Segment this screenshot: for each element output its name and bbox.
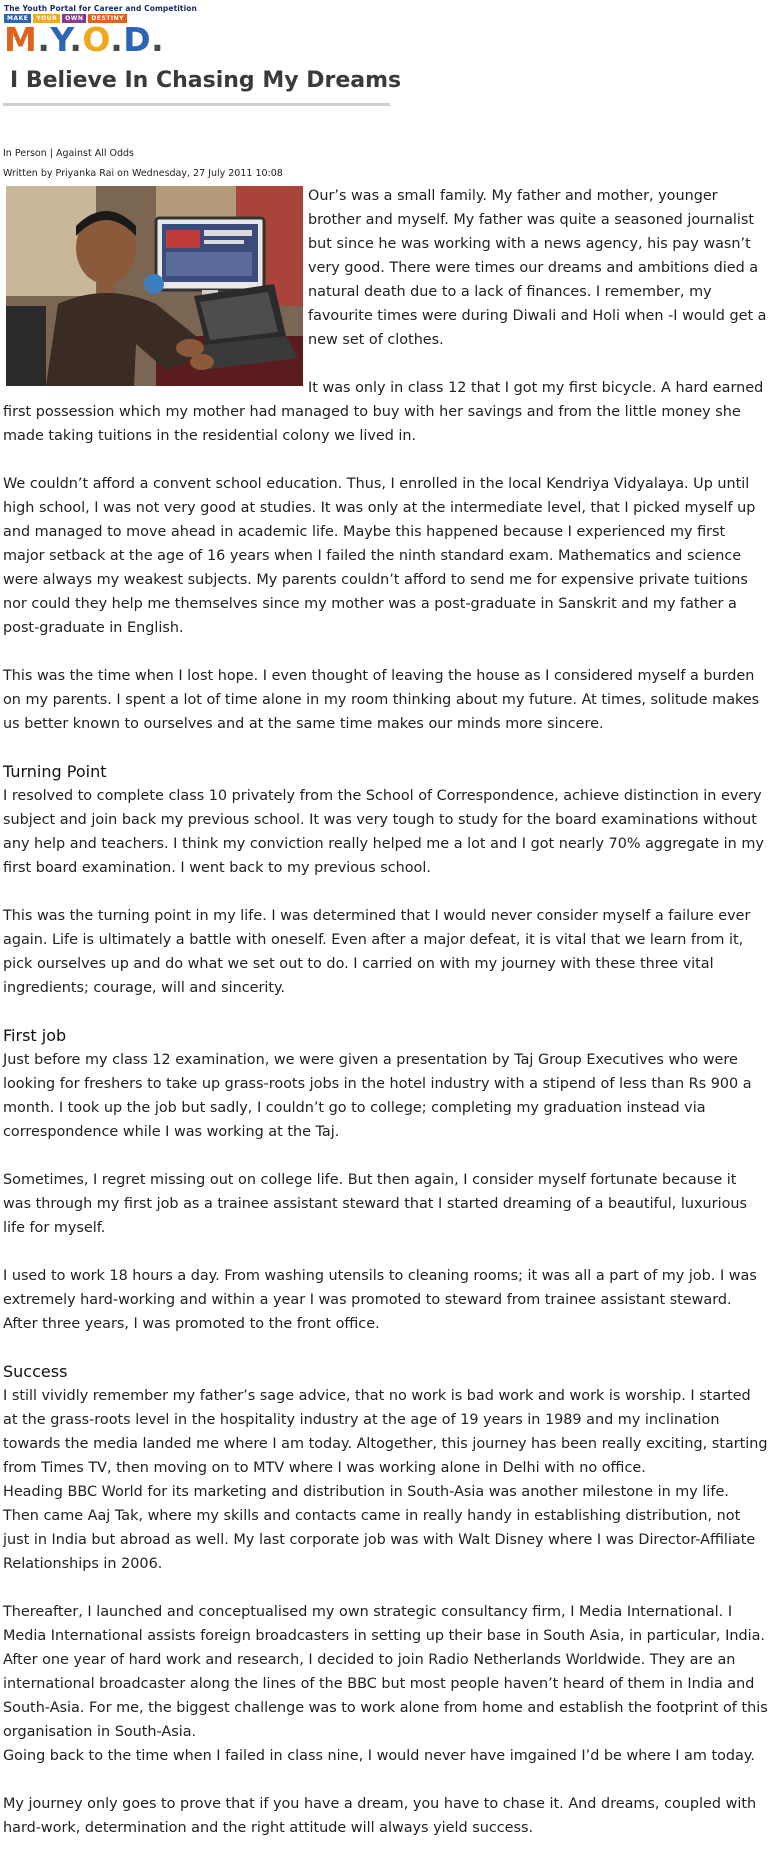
logo-letter-y: Y xyxy=(50,20,70,59)
logo-letter-m: M xyxy=(4,20,38,59)
title-underline xyxy=(3,103,390,106)
section-paragraph: My journey only goes to prove that if you have a dream, you have to chase it. And dreams, coupled with hard-work, determination and the right attitude will always yield success. xyxy=(3,1796,757,1836)
article-category[interactable]: In Person | Against All Odds xyxy=(3,148,134,159)
intro-paragraph: This was the time when I lost hope. I even thought of leaving the house as I considered myself a burden on my parents. I spent a lot of time alone in my room thinking about my future. At times, solitude makes us better known to ourselves and at the same time makes our minds more sincere. xyxy=(3,668,760,732)
logo-letter-d: D xyxy=(123,20,152,59)
intro-paragraph: We couldn’t afford a convent school education. Thus, I enrolled in the local Kendriya Vidyalaya. Up until high school, I was not very good at studies. It was only at the intermediate level, that I picked myself up and managed to move ahead in academic life. Maybe this happened because I experienced my first major setback at the age of 16 years when I failed the ninth standard exam. Mathematics and science were always my weakest subjects. My parents couldn’t afford to send me for expensive private tuitions nor could they help me themselves since my mother was a post-graduate in Sanskrit and my father a post-graduate in English. xyxy=(3,476,756,636)
section-paragraph: This was the turning point in my life. I was determined that I would never consider myself a failure ever again. Life is ultimately a battle with oneself. Even after a major defeat, it is vital that we learn from it, pick ourselves up and do what we set out to do. I carried on with my journey with these three vital ingredients; courage, will and sincerity. xyxy=(3,908,751,996)
logo-tagline: The Youth Portal for Career and Competition xyxy=(4,4,197,13)
logo-letter-o: O xyxy=(82,20,111,59)
section-paragraph: Going back to the time when I failed in class nine, I would never have imgained I’d be where I am today. xyxy=(3,1748,755,1764)
section-paragraph: Sometimes, I regret missing out on college life. But then again, I consider myself fortunate because it was through my first job as a trainee assistant steward that I started dreaming of a beautiful, luxurious life for myself. xyxy=(3,1172,747,1236)
section-paragraph: Heading BBC World for its marketing and distribution in South-Asia was another milestone in my life. Then came Aaj Tak, where my skills and contacts came in really handy in establishing distribution, not just in India but abroad as well. My last corporate job was with Walt Disney where I was Director-Affiliate Relationships in 2006. xyxy=(3,1484,756,1572)
photo-float-spacer xyxy=(3,184,308,390)
article-byline: Written by Priyanka Rai on Wednesday, 27 July 2011 10:08 xyxy=(3,168,283,179)
section-paragraph: I used to work 18 hours a day. From washing utensils to cleaning rooms; it was all a part of my job. I was extremely hard-working and within a year I was promoted to steward from trainee assistant steward. After three years, I was promoted to the front office. xyxy=(3,1268,757,1332)
logo-dot: . xyxy=(151,20,165,59)
section-paragraph: Thereafter, I launched and conceptualised my own strategic consultancy firm, I Media International. I Media International assists foreign broadcasters in setting up their base in South Asia, in particular, India. After one year of hard work and research, I decided to join Radio Netherlands Worldwide. They are an international broadcaster along the lines of the BBC but most people haven’t heard of them in India and South-Asia. For me, the biggest challenge was to work alone from home and establish the footprint of this organisation in South-Asia. xyxy=(3,1604,768,1740)
section-paragraph: Just before my class 12 examination, we were given a presentation by Taj Group Executives who were looking for freshers to take up grass-roots jobs in the hotel industry with a stipend of less than Rs 900 a month. I took up the job but sadly, I couldn’t go to college; completing my graduation instead via correspondence while I was working at the Taj. xyxy=(3,1052,752,1140)
myod-logo[interactable] xyxy=(4,4,197,60)
section-paragraph: I still vividly remember my father’s sage advice, that no work is bad work and work is worship. I started at the grass-roots level in the hospitality industry at the age of 19 years in 1989 and my inclination towards the media landed me where I am today. Altogether, this journey has been really exciting, starting from Times TV, then moving on to MTV where I was working alone in Delhi with no office. xyxy=(3,1388,768,1476)
logo-strip-word: OWN xyxy=(62,14,86,23)
logo-strip-word: YOUR xyxy=(33,14,60,23)
logo-dot: . xyxy=(37,20,51,59)
logo-strip-word: MAKE xyxy=(4,14,31,23)
logo-wordmark xyxy=(4,20,165,59)
article-title: I Believe In Chasing My Dreams xyxy=(10,68,402,93)
logo-strip-word: DESTINY xyxy=(88,14,127,23)
section-paragraph: I resolved to complete class 10 privately from the School of Correspondence, achieve distinction in every subject and join back my previous school. It was very tough to study for the board examinations without any help and teachers. I think my conviction really helped me a lot and I got nearly 70% aggregate in my first board examination. I went back to my previous school. xyxy=(3,788,764,876)
section-heading-first-job: First job xyxy=(3,1026,67,1045)
intro-paragraph: It was only in class 12 that I got my first bicycle. A hard earned first possession which my mother had managed to buy with her savings and from the little money she made taking tuitions in the residential colony we lived in. xyxy=(3,380,764,444)
intro-paragraph: Our’s was a small family. My father and mother, younger brother and myself. My father was quite a seasoned journalist but since he was working with a news agency, his pay wasn’t very good. There were times our dreams and ambitions died a natural death due to a lack of finances. I remember, my favourite times were during Diwali and Holi when -I would get a new set of clothes. xyxy=(308,188,767,348)
article-body xyxy=(3,184,769,1864)
section-heading-success: Success xyxy=(3,1362,68,1381)
section-heading-turning-point: Turning Point xyxy=(3,762,107,781)
logo-dot: . xyxy=(69,20,83,59)
logo-dot: . xyxy=(110,20,124,59)
